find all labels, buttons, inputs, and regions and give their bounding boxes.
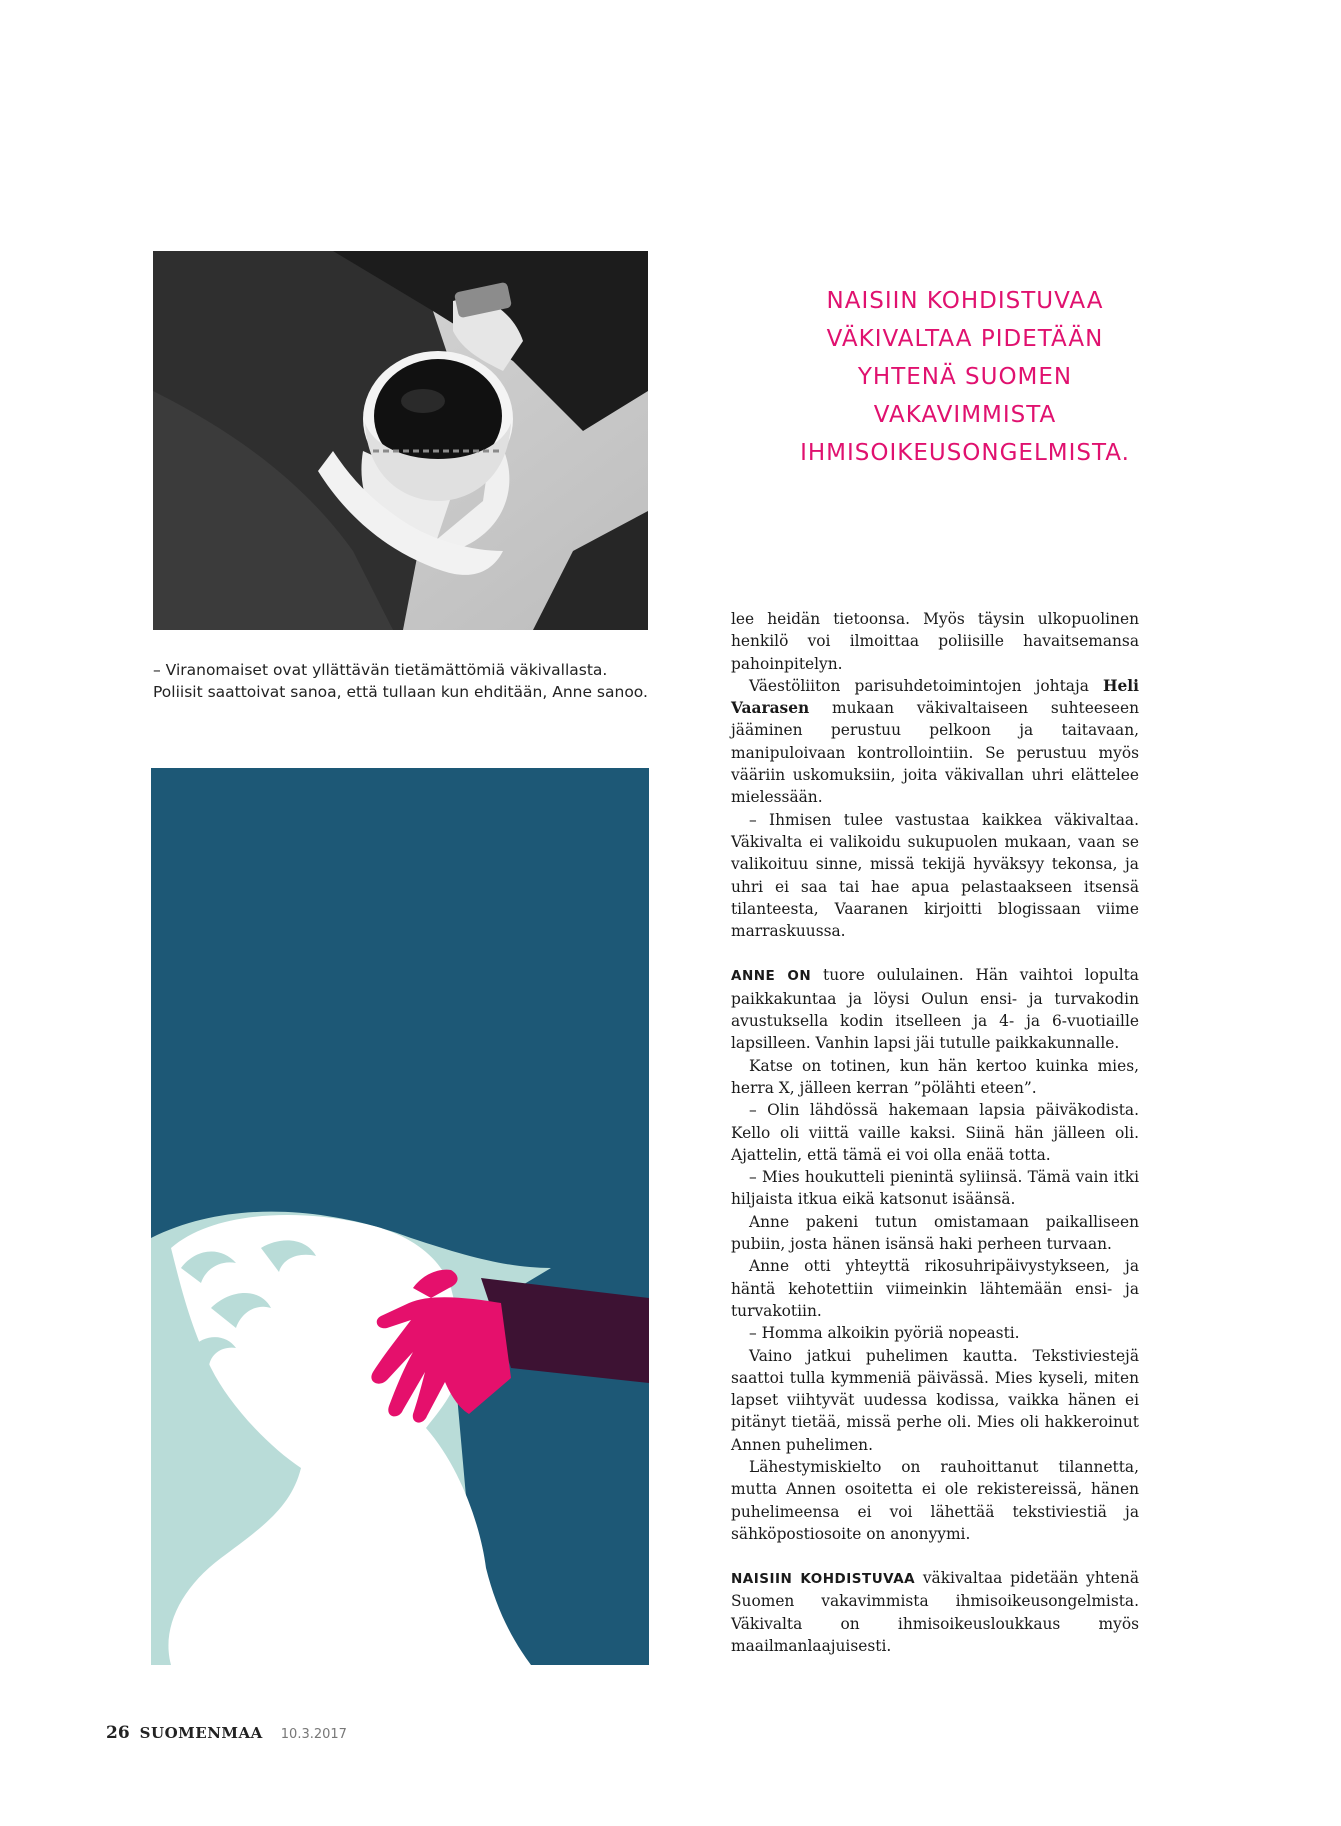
article-section-start xyxy=(731,1567,1139,1657)
article-section-start xyxy=(731,964,1139,1054)
section-lead: ANNE ON xyxy=(731,968,812,985)
coffee-cup-photo xyxy=(153,251,648,630)
pull-quote-line: IHMISOIKEUSONGELMISTA. xyxy=(800,440,1130,466)
section-lead: NAISIIN KOHDISTUVAA xyxy=(731,1571,916,1588)
pull-quote-line: VAKAVIMMISTA xyxy=(873,402,1057,428)
article-body xyxy=(731,608,1139,1657)
article-text: mukaan väkivaltaiseen suhteeseen jääminen perustuu pelkoon ja taitavaan, manipuloivaan kontrollointiin. Se perustuu myös vääriin uskomuksiin, joita väkivallan uhri elättelee mielessään. xyxy=(731,699,1139,807)
person-name: Heli Vaarasen xyxy=(731,676,1139,718)
magazine-name: SUOMENMAA xyxy=(139,1724,263,1742)
article-paragraph: – Ihmisen tulee vastustaa kaikkea väkivaltaa. Väkivalta ei valikoidu sukupuolen mukaan, vaan se valikoituu sinne, missä tekijä hyväksyy tekonsa, ja uhri ei saa tai hae apua pelastaakseen itsensä tilanteesta, Vaaranen kirjoitti blogissaan viime marraskuussa. xyxy=(731,810,1139,941)
article-paragraph: – Olin lähdössä hakemaan lapsia päiväkodista. Kello oli viittä vaille kaksi. Siinä hän jälleen oli. Ajattelin, että tämä ei voi olla enää totta. xyxy=(731,1101,1139,1164)
article-text: väkivaltaa pidetään yhtenä Suomen vakavimmista ihmisoikeusongelmista. Väkivalta on ihmisoikeusloukkaus myös maailmanlaajuisesti. xyxy=(731,1569,1140,1656)
article-text: tuore oululainen. Hän vaihtoi lopulta paikkakuntaa ja löysi Oulun ensi- ja turvakodin avustuksella kodin itselleen ja 4- ja 6-vuotiaille lapsilleen. Vanhin lapsi jäi tutulle paikkakunnalle. xyxy=(731,966,1139,1053)
hand-over-face-illustration xyxy=(151,768,649,1665)
pull-quote-line: YHTENÄ SUOMEN xyxy=(857,364,1073,390)
pull-quote xyxy=(730,282,1200,472)
page-footer xyxy=(106,1723,347,1743)
caption-line: Poliisit saattoivat sanoa, että tullaan kun ehditään, Anne sanoo. xyxy=(153,683,648,701)
article-paragraph: Lähestymiskielto on rauhoittanut tilannetta, mutta Annen osoitetta ei ole rekistereissä, hänen puhelimeensa ei voi lähettää tekstiviestiä ja sähköpostiosoite on anonyymi. xyxy=(731,1457,1139,1543)
article-paragraph: – Homma alkoikin pyöriä nopeasti. xyxy=(749,1324,1020,1343)
article-text: Väestöliiton parisuhdetoimintojen johtaja xyxy=(749,676,1103,695)
article-paragraph: – Mies houkutteli pienintä syliinsä. Tämä vain itki hiljaista itkua eikä katsonut isäänsä. xyxy=(731,1168,1139,1209)
page-number: 26 xyxy=(106,1723,130,1743)
issue-date: 10.3.2017 xyxy=(280,1727,347,1742)
article-paragraph: Anne otti yhteyttä rikosuhripäivystykseen, ja häntä kehotettiin viimeinkin lähtemään ensi- ja turvakotiin. xyxy=(731,1257,1139,1320)
pull-quote-line: VÄKIVALTAA PIDETÄÄN xyxy=(826,326,1104,352)
photo-caption xyxy=(153,659,653,703)
article-paragraph: Katse on totinen, kun hän kertoo kuinka mies, herra X, jälleen kerran ”pölähti eteen”. xyxy=(731,1056,1139,1097)
caption-line: – Viranomaiset ovat yllättävän tietämättömiä väkivallasta. xyxy=(153,661,608,679)
article-paragraph: Anne pakeni tutun omistamaan paikalliseen pubiin, josta hänen isänsä haki perheen turvaan. xyxy=(731,1212,1139,1254)
article-paragraph xyxy=(731,675,1139,809)
article-paragraph: Vaino jatkui puhelimen kautta. Tekstiviestejä saattoi tulla kymmeniä päivässä. Mies kyseli, miten lapset viihtyvät uudessa kodissa, vaikka hänen ei pitänyt tietää, missä perhe oli. Mies oli hakkeroinut Annen puhelimen. xyxy=(731,1346,1139,1454)
article-paragraph: lee heidän tietoonsa. Myös täysin ulkopuolinen henkilö voi ilmoittaa poliisille havaitsemansa pahoinpitelyn. xyxy=(731,610,1139,673)
pull-quote-line: NAISIIN KOHDISTUVAA xyxy=(826,288,1104,314)
